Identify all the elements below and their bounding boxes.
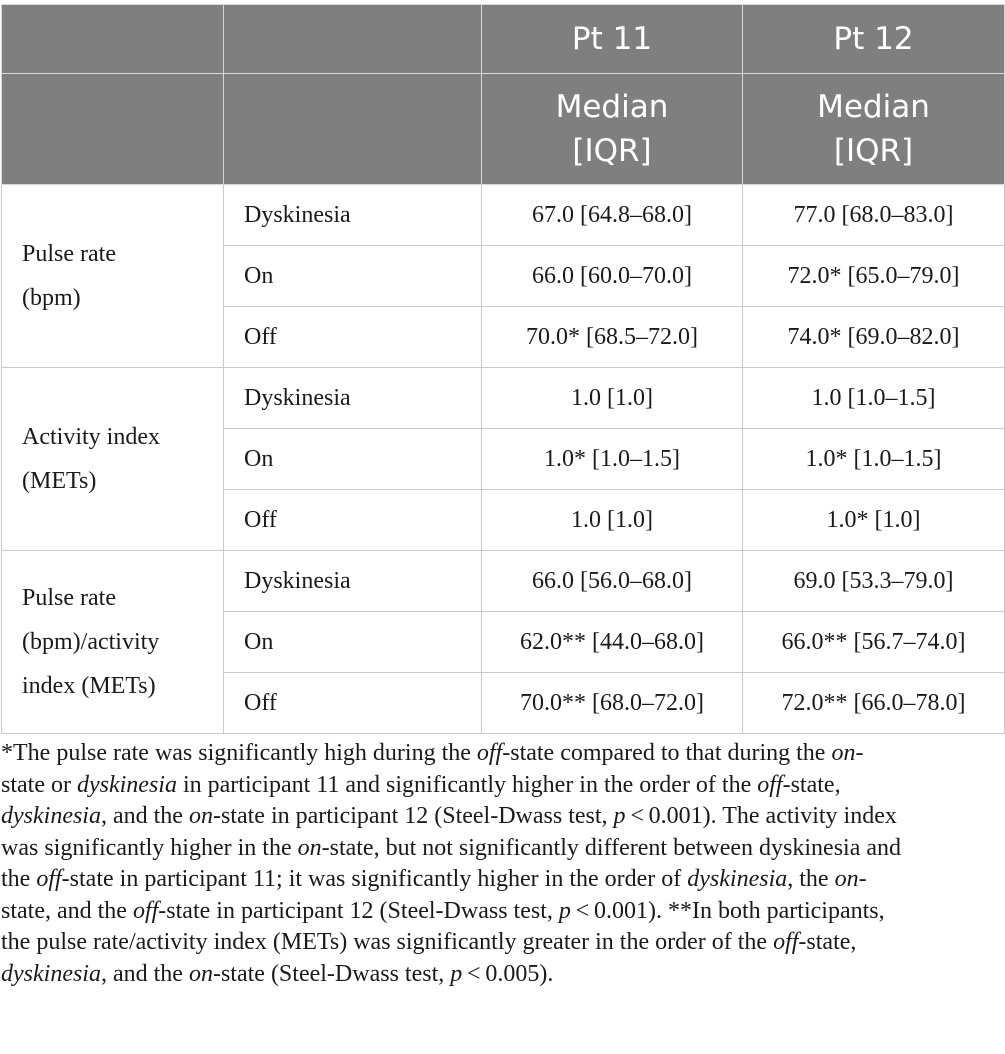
stat-label-line: [IQR] <box>833 133 914 169</box>
pt12-value-cell: 1.0* [1.0–1.5] <box>743 429 1005 490</box>
header-pt12: Pt 12 <box>743 5 1005 74</box>
footnote-italic-text: off <box>132 897 159 924</box>
state-cell: Off <box>224 490 482 551</box>
footnote-text: state, and the <box>1 897 133 924</box>
pt11-value-cell: 70.0* [68.5–72.0] <box>482 307 743 368</box>
pt11-value-cell: 1.0 [1.0] <box>482 368 743 429</box>
footnote-line <box>1 927 1001 959</box>
measure-label <box>2 551 224 734</box>
footnote-italic-text: off <box>36 866 62 892</box>
pt12-value-cell: 66.0** [56.7–74.0] <box>743 612 1005 673</box>
footnote-line <box>1 801 1001 833</box>
measure-label <box>2 185 224 368</box>
header-empty-cell <box>2 74 224 185</box>
table-row <box>2 368 1005 429</box>
stat-label-line: [IQR] <box>572 133 652 169</box>
measure-label <box>2 368 224 551</box>
pt12-value-cell: 77.0 [68.0–83.0] <box>743 185 1005 246</box>
header-empty-cell <box>224 74 482 185</box>
measure-label-line: Pulse rate <box>22 585 116 611</box>
state-cell: Dyskinesia <box>224 185 482 246</box>
header-row-statistic <box>2 74 1005 185</box>
state-cell: Off <box>224 307 482 368</box>
measure-label-line: (bpm)/activity <box>22 629 160 655</box>
header-pt11-stat <box>482 74 743 185</box>
footnote-text: < 0.001). The activity index <box>625 803 897 829</box>
table-row <box>2 551 1005 612</box>
footnote-italic-text: off <box>757 771 783 798</box>
pt11-value-cell: 70.0** [68.0–72.0] <box>482 673 743 734</box>
footnote-text: < 0.005). <box>462 960 554 987</box>
pt11-value-cell: 66.0 [56.0–68.0] <box>482 551 743 612</box>
footnote-text: -state, <box>798 929 857 955</box>
footnote-italic-text: dyskinesia <box>687 866 788 892</box>
footnote-italic-text: off <box>476 740 503 766</box>
footnote-italic-text: dyskinesia <box>76 771 177 798</box>
footnote-italic-text: p <box>558 897 571 924</box>
footnote-text: *The pulse rate was significantly high during the <box>1 740 477 766</box>
pt12-value-cell: 1.0 [1.0–1.5] <box>743 368 1005 429</box>
footnote-line <box>1 864 1001 896</box>
footnote-text: -state in participant 11; it was significantly higher in the order of <box>61 866 688 892</box>
footnote-text: -state, <box>782 771 841 798</box>
measure-label-line: (METs) <box>22 468 97 494</box>
footnote-italic-text: dyskinesia <box>1 803 101 829</box>
footnote-line <box>1 959 1001 991</box>
footnote-italic-text: off <box>773 929 799 955</box>
footnote-text: the pulse rate/activity index (METs) was significantly greater in the order of the <box>1 929 774 955</box>
pt12-value-cell: 69.0 [53.3–79.0] <box>743 551 1005 612</box>
footnote-italic-text: on <box>188 803 213 829</box>
table-footnote <box>1 738 1001 990</box>
state-cell: On <box>224 612 482 673</box>
state-cell: Off <box>224 673 482 734</box>
measure-label-line: Activity index <box>22 424 160 450</box>
footnote-text: in participant 11 and significantly higher in the order of the <box>176 771 758 798</box>
pt12-value-cell: 72.0** [66.0–78.0] <box>743 673 1005 734</box>
header-pt12-stat <box>743 74 1005 185</box>
footnote-italic-text: dyskinesia <box>1 960 101 987</box>
footnote-text: -state in participant 12 (Steel-Dwass test, <box>158 897 559 924</box>
footnote-text: the <box>1 866 37 892</box>
footnote-italic-text: on <box>297 834 322 861</box>
footnote-text: state or <box>1 771 77 798</box>
stat-label-line: Median <box>555 89 669 125</box>
pt12-value-cell: 74.0* [69.0–82.0] <box>743 307 1005 368</box>
footnote-line <box>1 896 1001 928</box>
state-cell: Dyskinesia <box>224 551 482 612</box>
measure-label-line: index (METs) <box>22 673 156 699</box>
pt11-value-cell: 67.0 [64.8–68.0] <box>482 185 743 246</box>
header-empty-cell <box>224 5 482 74</box>
footnote-line <box>1 833 1001 865</box>
footnote-text: -state, but not significantly different between dyskinesia and <box>321 834 902 861</box>
pt11-value-cell: 1.0 [1.0] <box>482 490 743 551</box>
footnote-italic-text: on <box>831 740 856 766</box>
footnote-text: -state (Steel-Dwass test, <box>212 960 451 987</box>
footnote-italic-text: on <box>834 866 859 892</box>
footnote-text: -state in participant 12 (Steel-Dwass test, <box>212 803 614 829</box>
footnote-line <box>1 738 1001 770</box>
table-body <box>2 185 1005 734</box>
footnote-italic-text: on <box>188 960 213 987</box>
header-empty-cell <box>2 5 224 74</box>
pt12-value-cell: 72.0* [65.0–79.0] <box>743 246 1005 307</box>
footnote-text: -state compared to that during the <box>502 740 832 766</box>
pt11-value-cell: 1.0* [1.0–1.5] <box>482 429 743 490</box>
measure-label-line: Pulse rate <box>22 241 116 267</box>
footnote-text: , the <box>787 866 835 892</box>
footnote-line <box>1 770 1001 802</box>
pt11-value-cell: 62.0** [44.0–68.0] <box>482 612 743 673</box>
header-pt11: Pt 11 <box>482 5 743 74</box>
state-cell: Dyskinesia <box>224 368 482 429</box>
pt11-value-cell: 66.0 [60.0–70.0] <box>482 246 743 307</box>
footnote-italic-text: p <box>613 803 626 829</box>
results-table <box>1 4 1005 734</box>
footnote-text: , and the <box>100 960 189 987</box>
footnote-text: - <box>858 866 867 892</box>
footnote-italic-text: p <box>450 960 463 987</box>
state-cell: On <box>224 429 482 490</box>
footnote-text: was significantly higher in the <box>1 834 298 861</box>
table-row <box>2 185 1005 246</box>
footnote-text: < 0.001). **In both participants, <box>570 897 885 924</box>
state-cell: On <box>224 246 482 307</box>
measure-label-line: (bpm) <box>22 285 81 311</box>
footnote-text: , and the <box>100 803 189 829</box>
header-row-participants <box>2 5 1005 74</box>
pt12-value-cell: 1.0* [1.0] <box>743 490 1005 551</box>
stat-label-line: Median <box>817 89 930 125</box>
footnote-text: - <box>855 740 864 766</box>
